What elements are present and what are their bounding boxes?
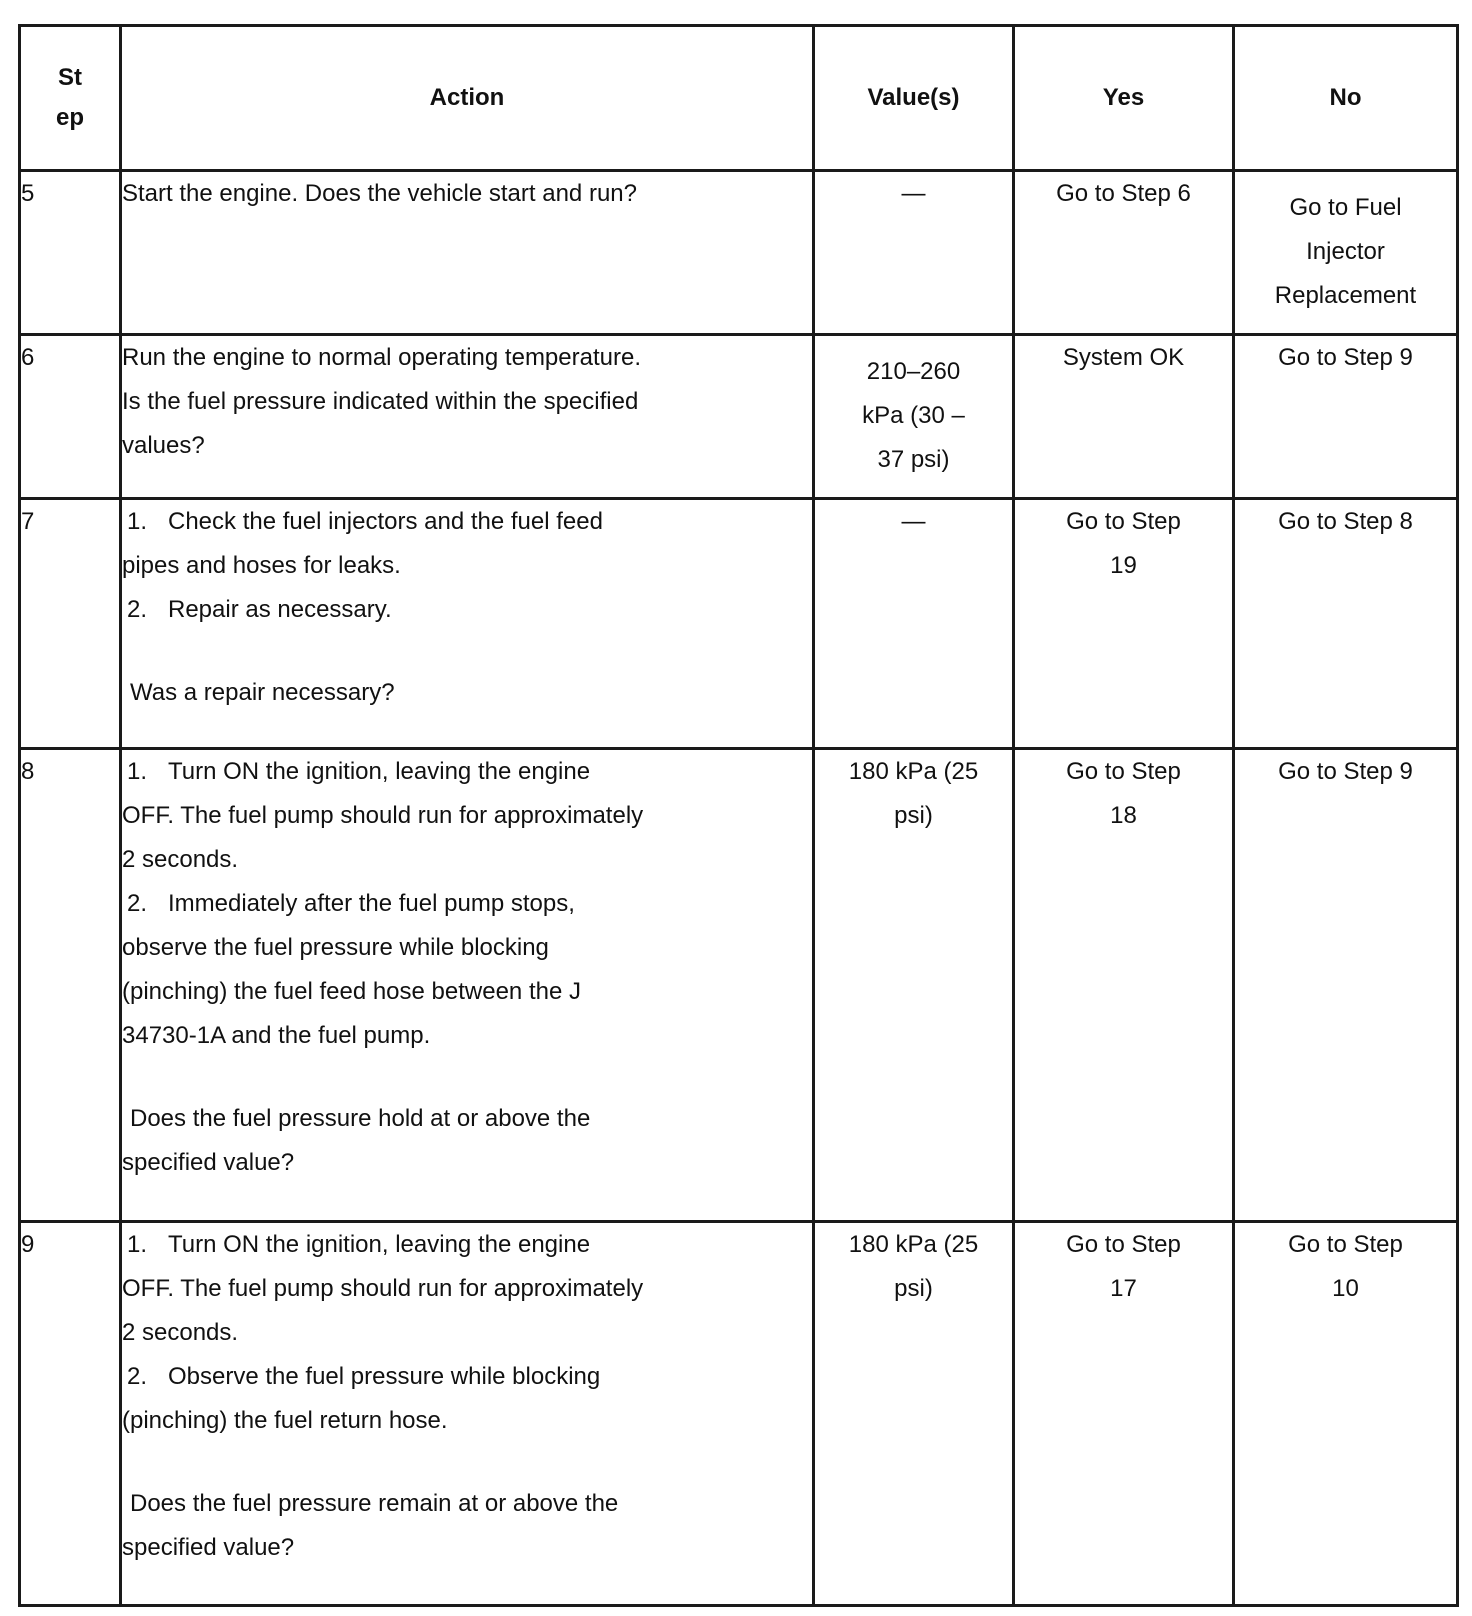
value-cell [814, 1222, 1014, 1606]
action-text: 34730-1A and the fuel pump. [122, 1022, 431, 1049]
column-header-no: No [1234, 26, 1458, 171]
value-cell [814, 335, 1014, 499]
step-number: 7 [20, 499, 121, 749]
action-text: 2 seconds. [122, 1319, 239, 1346]
yes-cell [1014, 749, 1234, 1222]
list-item: 2. Repair as necessary. [127, 596, 392, 623]
action-text: OFF. The fuel pump should run for approximately [122, 802, 644, 829]
step-number: 8 [20, 749, 121, 1222]
table-row [20, 499, 1458, 749]
list-item: 1. Check the fuel injectors and the fuel feed [127, 508, 603, 535]
value-cell [814, 749, 1014, 1222]
value-text: — [901, 180, 926, 207]
value-text: psi) [894, 1275, 933, 1302]
value-text: — [901, 508, 926, 535]
step-number: 5 [20, 171, 121, 335]
yes-text: 19 [1110, 552, 1137, 579]
action-text: values? [122, 432, 205, 459]
list-item: 2. Immediately after the fuel pump stops, [127, 890, 575, 917]
yes-text: 17 [1110, 1275, 1137, 1302]
action-text: Start the engine. Does the vehicle start and run? [122, 180, 637, 207]
no-text: Replacement [1274, 282, 1417, 309]
action-cell [121, 749, 814, 1222]
no-text: Go to Fuel [1289, 194, 1402, 221]
no-text: Go to Step 9 [1278, 758, 1413, 785]
action-question: Was a repair necessary? [130, 679, 395, 706]
action-text: pipes and hoses for leaks. [122, 552, 401, 579]
yes-cell [1014, 335, 1234, 499]
action-cell [121, 1222, 814, 1606]
step-number: 9 [20, 1222, 121, 1606]
action-cell [121, 171, 814, 335]
list-item: 2. Observe the fuel pressure while blocking [127, 1363, 601, 1390]
action-question: specified value? [122, 1534, 295, 1561]
value-text: 37 psi) [877, 446, 950, 473]
yes-text: Go to Step 6 [1056, 180, 1191, 207]
yes-cell [1014, 171, 1234, 335]
action-cell [121, 335, 814, 499]
action-text: Is the fuel pressure indicated within the specified [122, 388, 639, 415]
action-cell [121, 499, 814, 749]
value-text: kPa (30 – [862, 402, 965, 429]
no-cell [1234, 499, 1458, 749]
list-item: 1. Turn ON the ignition, leaving the engine [127, 1231, 591, 1258]
column-header-values: Value(s) [814, 26, 1014, 171]
value-cell [814, 171, 1014, 335]
action-text: (pinching) the fuel feed hose between the J [122, 978, 581, 1005]
value-text: psi) [894, 802, 933, 829]
table-row [20, 1222, 1458, 1606]
yes-text: 18 [1110, 802, 1137, 829]
no-text: Go to Step [1288, 1231, 1403, 1258]
value-text: 210–260 [866, 358, 961, 385]
action-text: 2 seconds. [122, 846, 239, 873]
value-text: 180 kPa (25 [848, 758, 979, 785]
diagnostic-table [18, 24, 1459, 1607]
no-cell [1234, 171, 1458, 335]
no-text: Injector [1306, 238, 1385, 265]
column-header-action: Action [121, 26, 814, 171]
action-text: observe the fuel pressure while blocking [122, 934, 549, 961]
action-text: OFF. The fuel pump should run for approximately [122, 1275, 644, 1302]
column-header-step: St ep [20, 26, 121, 171]
yes-cell [1014, 1222, 1234, 1606]
action-question: specified value? [122, 1149, 295, 1176]
step-number: 6 [20, 335, 121, 499]
action-text: (pinching) the fuel return hose. [122, 1407, 448, 1434]
no-cell [1234, 749, 1458, 1222]
no-cell [1234, 335, 1458, 499]
no-text: 10 [1332, 1275, 1359, 1302]
value-text: 180 kPa (25 [848, 1231, 979, 1258]
table-row [20, 335, 1458, 499]
yes-cell [1014, 499, 1234, 749]
action-text: Run the engine to normal operating temperature. [122, 344, 641, 371]
no-text: Go to Step 9 [1278, 344, 1413, 371]
value-cell [814, 499, 1014, 749]
table-row [20, 749, 1458, 1222]
yes-text: Go to Step [1066, 1231, 1181, 1258]
no-cell [1234, 1222, 1458, 1606]
action-question: Does the fuel pressure remain at or above the [130, 1490, 619, 1517]
no-text: Go to Step 8 [1278, 508, 1413, 535]
yes-text: Go to Step [1066, 508, 1181, 535]
action-question: Does the fuel pressure hold at or above the [130, 1105, 591, 1132]
yes-text: System OK [1062, 344, 1185, 371]
table-header-row [20, 26, 1458, 171]
list-item: 1. Turn ON the ignition, leaving the engine [127, 758, 591, 785]
yes-text: Go to Step [1066, 758, 1181, 785]
column-header-yes: Yes [1014, 26, 1234, 171]
table-row [20, 171, 1458, 335]
